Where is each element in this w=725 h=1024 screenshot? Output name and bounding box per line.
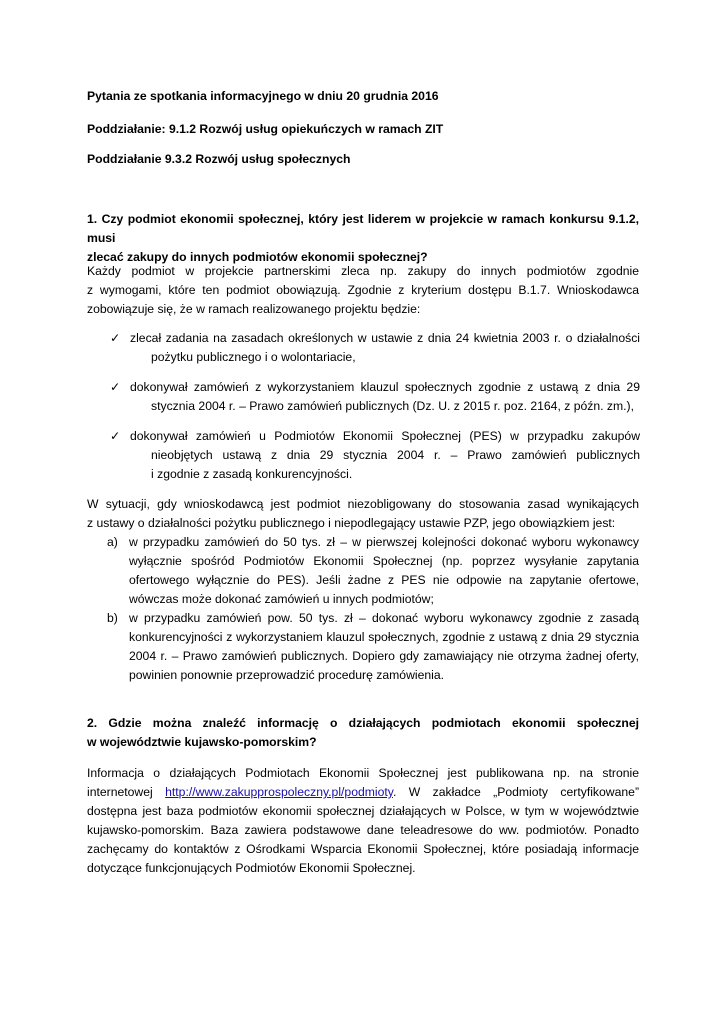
checklist-line: i zgodnie z zasadą konkurencyjności.: [151, 467, 353, 481]
paragraph-line-with-link: [87, 783, 639, 802]
list-item-b: [87, 609, 639, 685]
title-text: Pytania ze spotkania informacyjnego w dniu 20 grudnia 2016: [87, 89, 439, 103]
subaction-heading-2: [87, 150, 639, 169]
paragraph-line: z ustawy o działalności pożytku publicznego i niepodlegający ustawie PZP, jego obowiązkiem jest:: [87, 516, 616, 530]
subaction-heading-1: [87, 120, 639, 139]
list-line: powinien ponownie przeprowadzić procedurę zamówienia.: [129, 668, 445, 682]
paragraph-line: W sytuacji, gdy wnioskodawcą jest podmiot niezobligowany do stosowania zasad wynikających: [87, 497, 639, 511]
checklist-line: dokonywał zamówień z wykorzystaniem klauzul społecznych zgodnie z ustawą z dnia 29: [130, 380, 640, 394]
list-line: konkurencyjności z wykorzystaniem klauzul społecznych, zgodnie z ustawą z dnia 29 stycznia: [129, 630, 639, 644]
answer-1-intro: [87, 262, 639, 319]
answer-2: [87, 764, 639, 878]
checklist-item: [110, 378, 640, 416]
list-line: 2004 r. – Prawo zamówień publicznych. Dopiero gdy zamawiający nie otrzyma żadnej oferty,: [129, 649, 639, 663]
list-line: w przypadku zamówień do 50 tys. zł – w pierwszej kolejności dokonać wyboru wykonawcy: [129, 535, 639, 549]
paragraph-fragment: . W zakładce „Podmioty certyfikowane”: [392, 785, 639, 799]
paragraph-line: dostępna jest baza podmiotów ekonomii społecznej działających w Polsce, w tym w województwie: [87, 804, 639, 818]
question-1-line: zlecać zakupy do innych podmiotów ekonomii społecznej?: [87, 250, 428, 264]
checklist-line: dokonywał zamówień u Podmiotów Ekonomii Społecznej (PES) w przypadku zakupów: [130, 429, 640, 443]
checklist-line: nieobjętych ustawą z dnia 29 stycznia 2004 r. – Prawo zamówień publicznych: [151, 448, 640, 462]
paragraph-fragment: internetowej: [87, 785, 166, 799]
question-1-line: 1. Czy podmiot ekonomii społecznej, który jest liderem w projekcie w ramach konkursu 9.1.2, musi: [87, 212, 639, 245]
paragraph-line: zachęcamy do kontaktów z Ośrodkami Wsparcia Ekonomii Społecznej, które posiadają informacje: [87, 842, 639, 856]
checklist-item: [110, 329, 640, 367]
paragraph-line: kujawsko-pomorskim. Baza zawiera podstawowe dane teleadresowe do ww. podmiotów. Ponadto: [87, 823, 639, 837]
list-line: w przypadku zamówień pow. 50 tys. zł – dokonać wyboru wykonawcy zgodnie z zasadą: [129, 611, 639, 625]
paragraph-line: Informacja o działających Podmiotach Ekonomii Społecznej jest publikowana np. na stronie: [87, 766, 639, 780]
list-line: wyłącznie spośród Podmiotów Ekonomii Społecznej (np. poprzez wysyłanie zapytania: [129, 554, 639, 568]
paragraph-line: dotyczące funkcjonujących Podmiotów Ekonomii Społecznej.: [87, 861, 416, 875]
question-2-line: w województwie kujawsko-pomorskim?: [87, 735, 317, 749]
checkmark-icon: ✓: [110, 429, 121, 443]
paragraph-line: zobowiązuje się, że w ramach realizowanego projektu będzie:: [87, 302, 421, 316]
list-label: a): [107, 535, 118, 549]
question-2: [87, 714, 639, 752]
list-line: wówczas może dokonać zamówień u innych podmiotów;: [129, 592, 434, 606]
subaction-2-text: Poddziałanie 9.3.2 Rozwój usług społecznych: [87, 152, 351, 166]
question-2-line: 2. Gdzie można znaleźć informację o działających podmiotach ekonomii społecznej: [87, 716, 639, 730]
checklist-line: pożytku publicznego i o wolontariacie,: [151, 350, 356, 364]
paragraph-line: z wymogami, które ten podmiot obowiązują. Zgodnie z kryterium dostępu B.1.7. Wnioskodawca: [87, 283, 639, 297]
document-title: [87, 87, 639, 106]
checklist-line: zlecał zadania na zasadach określonych w ustawie z dnia 24 kwietnia 2003 r. o działalności: [130, 331, 640, 345]
subaction-1-text: Poddziałanie: 9.1.2 Rozwój usług opiekuńczych w ramach ZIT: [87, 122, 444, 136]
checklist-line: stycznia 2004 r. – Prawo zamówień publicznych (Dz. U. z 2015 r. poz. 2164, z późn. zm.),: [151, 399, 634, 413]
list-line: ofertowego wyłącznie do PES). Jeśli żadne z PES nie odpowie na zapytanie ofertowe,: [129, 573, 639, 587]
list-label: b): [107, 611, 118, 625]
question-1: [87, 210, 639, 267]
situation-paragraph: [87, 495, 639, 533]
checkmark-icon: ✓: [110, 331, 121, 345]
checkmark-icon: ✓: [110, 380, 121, 394]
podmioty-link[interactable]: http://www.zakupprospoleczny.pl/podmioty: [165, 785, 393, 799]
checklist-item: [110, 427, 640, 484]
list-item-a: [87, 533, 639, 609]
paragraph-line: Każdy podmiot w projekcie partnerskimi zleca np. zakupy do innych podmiotów zgodnie: [87, 264, 639, 278]
